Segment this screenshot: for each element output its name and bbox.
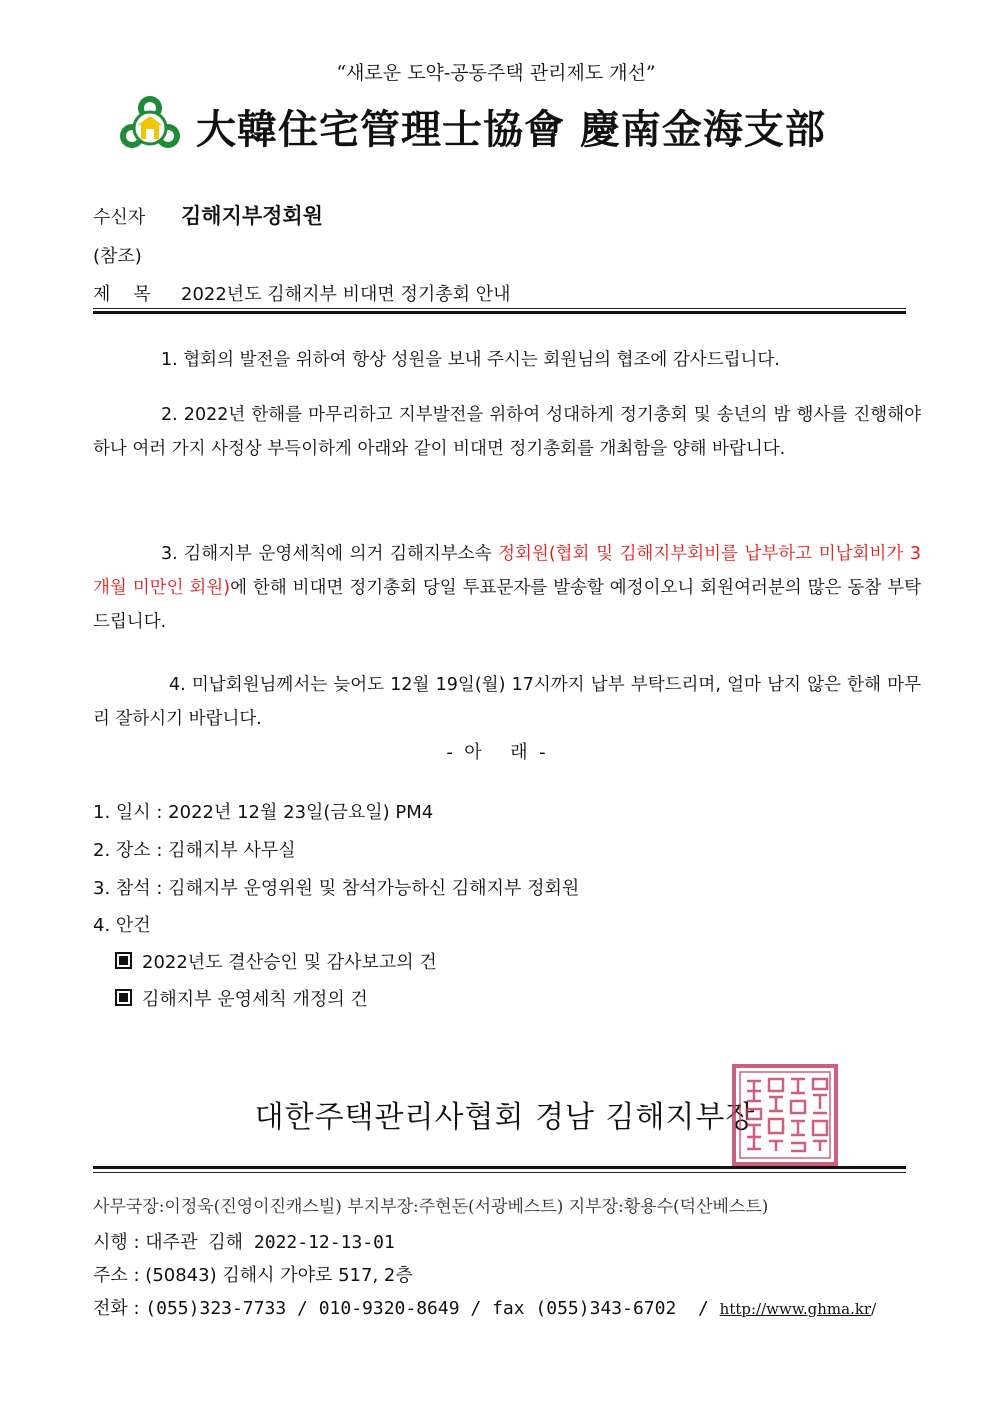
reference-label: (참조) — [93, 246, 142, 267]
address-value: (50843) 김해시 가야로 517, 2층 — [145, 1265, 413, 1286]
recipient-label: 수신자 — [93, 207, 146, 228]
paragraph-3-rest: 에 한해 비대면 정기총회 당일 투표문자를 발송할 예정이오니 회원여러분의 많은 동참 부탁드립니다. — [93, 578, 921, 632]
paragraph-3-intro: 3. 김해지부 운영세칙에 의거 김해지부소속 — [161, 544, 499, 564]
header-divider-bottom — [93, 311, 906, 314]
header-divider-top — [93, 308, 906, 309]
signature: 대한주택관리사협회 경남 김해지부장 — [254, 1100, 756, 1135]
phone-value: (055)323-7733 / 010-9320-8649 / fax (055)343-6702 / — [145, 1298, 720, 1319]
paragraph-3 — [93, 537, 921, 639]
address-row — [93, 1261, 413, 1287]
official-seal-stamp — [731, 1063, 839, 1167]
phone-row — [93, 1294, 876, 1320]
paragraph-3-highlight: 정회원(협회 및 김해지부회비를 납부하고 미납회비가 3개월 미만인 회원) — [93, 544, 921, 598]
organization-title: 大韓住宅管理士協會 慶南金海支部 — [196, 106, 826, 153]
notice-heading: - 아 래 - — [446, 742, 546, 763]
agenda-item-2-text: 김해지부 운영세칙 개정의 건 — [142, 989, 368, 1010]
recipient-value: 김해지부정회원 — [181, 203, 324, 228]
checkbox-bullet-icon — [115, 952, 132, 969]
issue-value: 대주관 김해 2022-12-13-01 — [145, 1232, 395, 1253]
slogan: “새로운 도약-공동주택 관리제도 개선” — [336, 62, 656, 84]
agenda-item-1-text: 2022년도 결산승인 및 감사보고의 건 — [142, 952, 437, 973]
address-label: 주소 : — [93, 1265, 146, 1286]
website-link[interactable]: http://www.ghma.kr — [719, 1300, 872, 1318]
footer-divider-bottom — [93, 1172, 906, 1173]
item-place: 2. 장소 : 김해지부 사무실 — [93, 840, 296, 861]
footer-divider-top — [93, 1166, 906, 1169]
issue-row — [93, 1228, 395, 1254]
item-date: 1. 일시 : 2022년 12월 23일(금요일) PM4 — [93, 802, 434, 823]
subject-label: 제 목 — [93, 284, 151, 305]
subject-row — [93, 280, 511, 306]
item-agenda: 4. 안건 — [93, 915, 151, 936]
item-attendees: 3. 참석 : 김해지부 운영위원 및 참석가능하신 김해지부 정회원 — [93, 878, 580, 899]
paragraph-1: 1. 협회의 발전을 위하여 항상 성원을 보내 주시는 회원님의 협조에 감사드립니다. — [161, 350, 780, 370]
subject-value: 2022년도 김해지부 비대면 정기총회 안내 — [181, 284, 511, 305]
paragraph-2: 2. 2022년 한해를 마무리하고 지부발전을 위하여 성대하게 정기총회 및 송년의 밤 행사를 진행해야 하나 여러 가지 사정상 부득이하게 아래와 같이 비대면 정기총회를 개최함을 양해 바랍니다. — [93, 405, 921, 459]
checkbox-bullet-icon — [115, 989, 132, 1006]
agenda-item-2 — [115, 985, 368, 1011]
association-logo — [112, 92, 188, 154]
staff-line: 사무국장:이정욱(진영이진캐스빌) 부지부장:주현돈(서광베스트) 지부장:황용수(덕산베스트) — [93, 1197, 769, 1217]
paragraph-4: 4. 미납회원님께서는 늦어도 12월 19일(월) 17시까지 납부 부탁드리며, 얼마 남지 않은 한해 마무리 잘하시기 바랍니다. — [93, 675, 921, 729]
issue-label: 시행 : — [93, 1232, 146, 1253]
recipient-row — [93, 200, 323, 230]
agenda-item-1 — [115, 948, 437, 974]
phone-label: 전화 : — [93, 1298, 146, 1319]
website-link-tail: / — [871, 1300, 877, 1318]
